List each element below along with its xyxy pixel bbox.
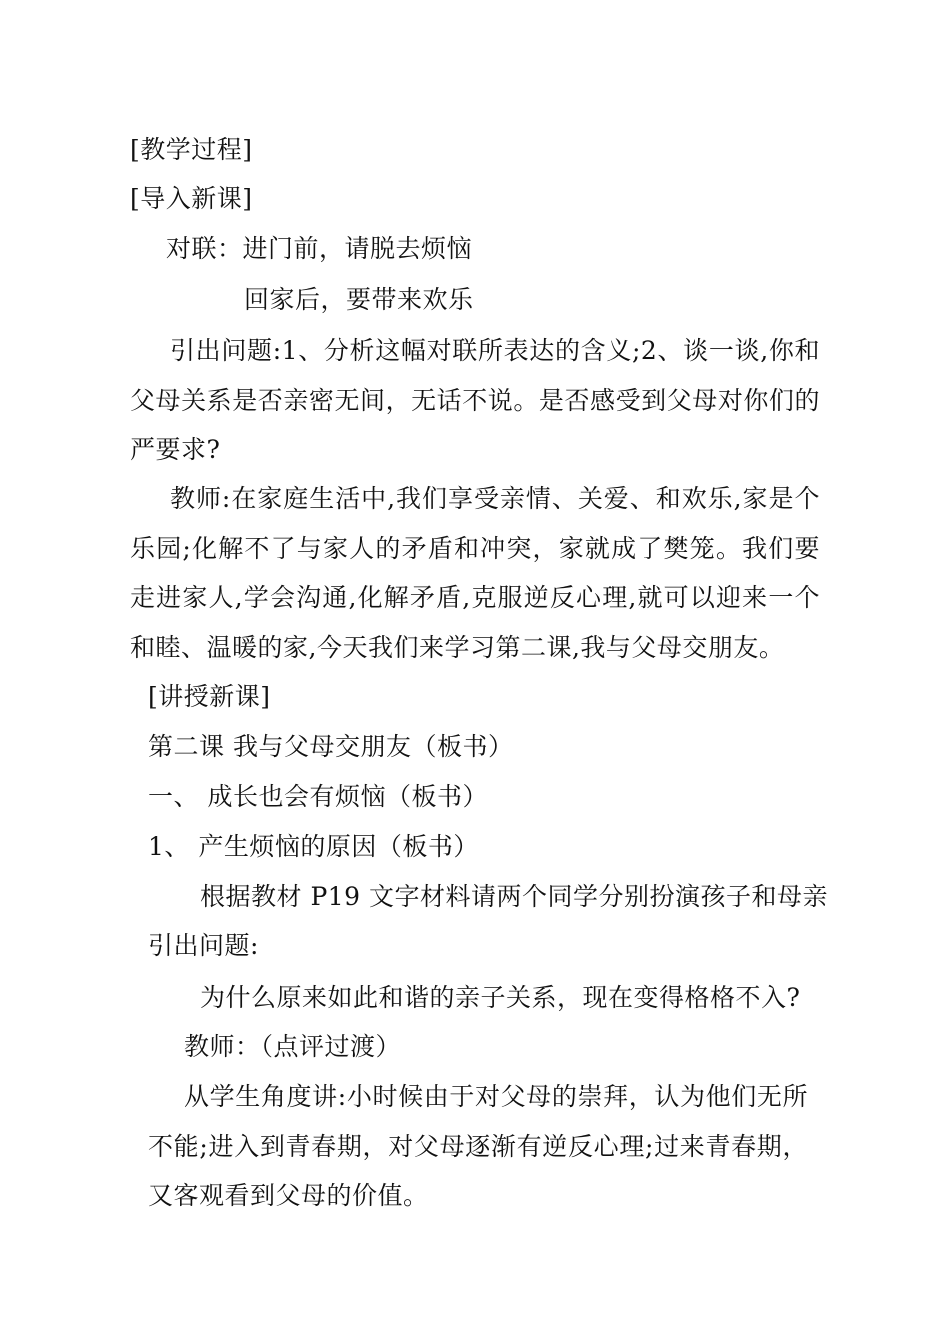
heading-teaching-process: [教学过程] bbox=[130, 135, 253, 164]
heading-intro-lesson: [导入新课] bbox=[130, 184, 253, 213]
roleplay-instruction: 根据教材 P19 文字材料请两个同学分别扮演孩子和母亲 bbox=[200, 882, 829, 911]
roleplay-question: 为什么原来如此和谐的亲子关系，现在变得格格不入? bbox=[200, 983, 801, 1012]
lesson-title: 第二课 我与父母交朋友（板书） bbox=[148, 732, 514, 761]
roleplay-question-label: 引出问题: bbox=[148, 931, 259, 960]
teacher-intro-paragraph: 教师:在家庭生活中,我们享受亲情、关爱、和欢乐,家是个乐园;化解不了与家人的矛盾和冲突，家就成了樊笼。我们要走进家人,学会沟通,化解矛盾,克服逆反心理,就可以迎来一个和睦、温暖的家,今天我们来学习第二课,我与父母交朋友。 bbox=[130, 484, 820, 662]
couplet-line-2: 回家后，要带来欢乐 bbox=[244, 285, 474, 314]
student-view-paragraph: 从学生角度讲:小时候由于对父母的崇拜，认为他们无所不能;进入到青春期，对父母逐渐有逆反心理;过来青春期，又客观看到父母的价值。 bbox=[148, 1082, 808, 1210]
heading-new-lesson: [讲授新课] bbox=[148, 682, 271, 711]
item-one-heading: 1、 产生烦恼的原因（板书） bbox=[148, 832, 479, 861]
question-intro-paragraph: 引出问题:1、分析这幅对联所表达的含义;2、谈一谈,你和父母关系是否亲密无间，无话不说。是否感受到父母对你们的严要求? bbox=[130, 336, 820, 464]
teacher-comment: 教师：（点评过渡） bbox=[184, 1032, 402, 1061]
section-one-heading: 一、 成长也会有烦恼（板书） bbox=[148, 782, 488, 811]
couplet-line-1: 对联：进门前，请脱去烦恼 bbox=[166, 234, 473, 263]
